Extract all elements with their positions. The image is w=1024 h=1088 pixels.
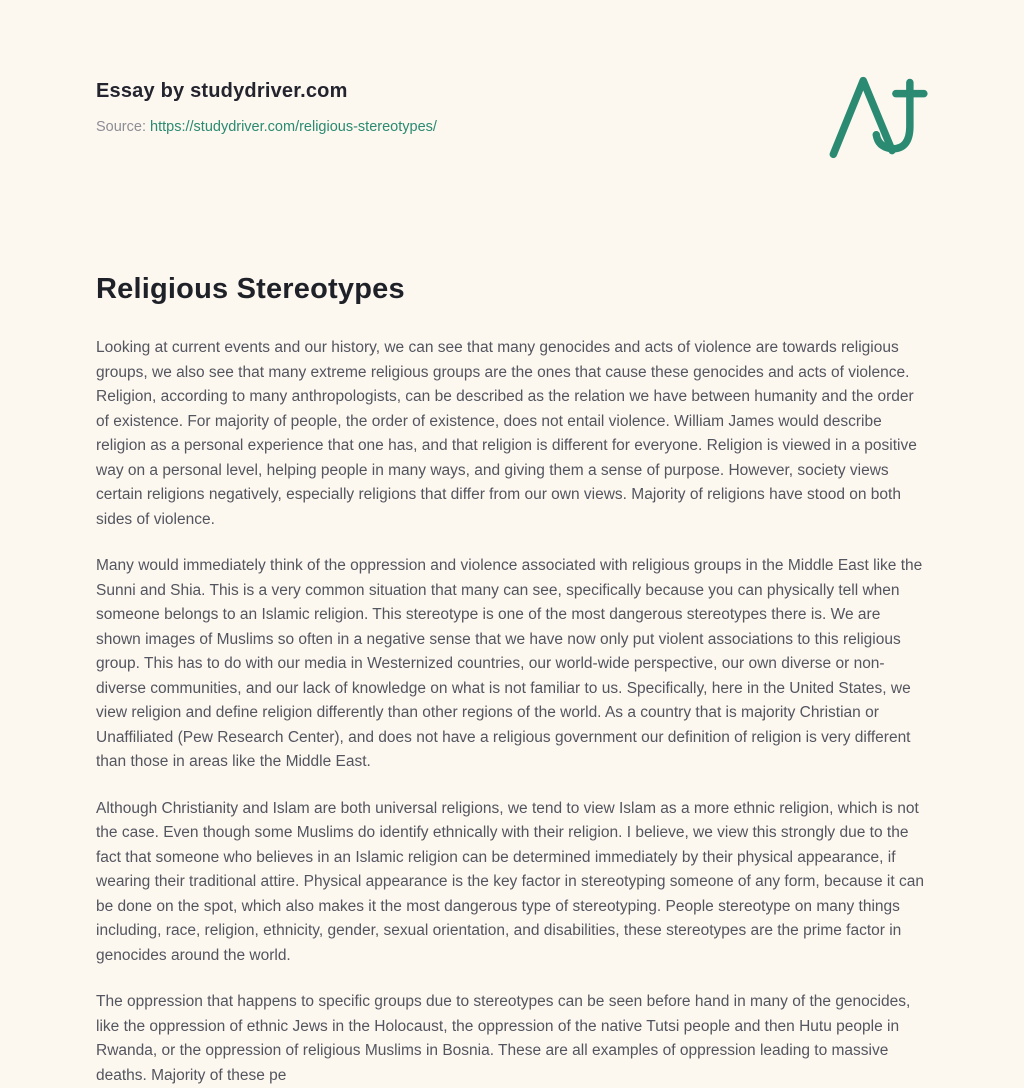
essay-body xyxy=(96,336,928,1088)
page-header xyxy=(96,74,928,169)
header-attribution-block xyxy=(96,74,437,135)
essay-paragraph-4: The oppression that happens to specific groups due to stereotypes can be seen before hand in many of the genocides, like the oppression of ethnic Jews in the Holocaust, the oppression of the native Tutsi people and then Hutu people in Rwanda, or the oppression of religious Muslims in Bosnia. These are all examples of oppression leading to massive deaths. Majority of these pe xyxy=(96,993,911,1084)
essay-paragraph-3: Although Christianity and Islam are both universal religions, we tend to view Islam as a more ethnic religion, which is not the case. Even though some Muslims do identify ethnically with their religion. I believe, we view this strongly due to the fact that someone who believes in an Islamic religion can be determined immediately by their physical appearance, if wearing their traditional attire. Physical appearance is the key factor in stereotyping someone of any form, because it can be done on the spot, which also makes it the most dangerous type of stereotyping. People stereotype on many things including, race, religion, ethnicity, gender, sexual orientation, and disabilities, these stereotypes are the prime factor in genocides around the world. xyxy=(96,799,924,964)
source-line xyxy=(96,119,437,135)
source-label: Source: xyxy=(96,119,146,135)
essay-title: Religious Stereotypes xyxy=(96,273,405,305)
studydriver-logo-icon xyxy=(824,70,936,169)
source-link[interactable]: https://studydriver.com/religious-stereotypes/ xyxy=(150,119,437,135)
essay-paragraph-2: Many would immediately think of the oppression and violence associated with religious groups in the Middle East like the Sunni and Shia. This is a very common situation that many can see, specifically because you can physically tell when someone belongs to an Islamic religion. This stereotype is one of the most dangerous stereotypes there is. We are shown images of Muslims so often in a negative sense that we have now only put violent associations to this religious group. This has to do with our media in Westernized countries, our world-wide perspective, our own diverse or non-diverse communities, and our lack of knowledge on what is not familiar to us. Specifically, here in the United States, we view religion and define religion differently than other regions of the world. As a country that is majority Christian or Unaffiliated (Pew Research Center), and does not have a religious government our definition of religion is very different than those in areas like the Middle East. xyxy=(96,557,923,770)
essay-content xyxy=(96,273,928,1088)
essay-paragraph-1: Looking at current events and our history, we can see that many genocides and acts of violence are towards religious groups, we also see that many extreme religious groups are the ones that cause these genocides and acts of violence. Religion, according to many anthropologists, can be described as the relation we have between humanity and the order of existence. For majority of people, the order of existence, does not entail violence. William James would describe religion as a personal experience that one has, and that religion is different for everyone. Religion is viewed in a positive way on a personal level, helping people in many ways, and giving them a sense of purpose. However, society views certain religions negatively, especially religions that differ from our own views. Majority of religions have stood on both sides of violence. xyxy=(96,339,917,528)
essay-attribution: Essay by studydriver.com xyxy=(96,80,348,102)
